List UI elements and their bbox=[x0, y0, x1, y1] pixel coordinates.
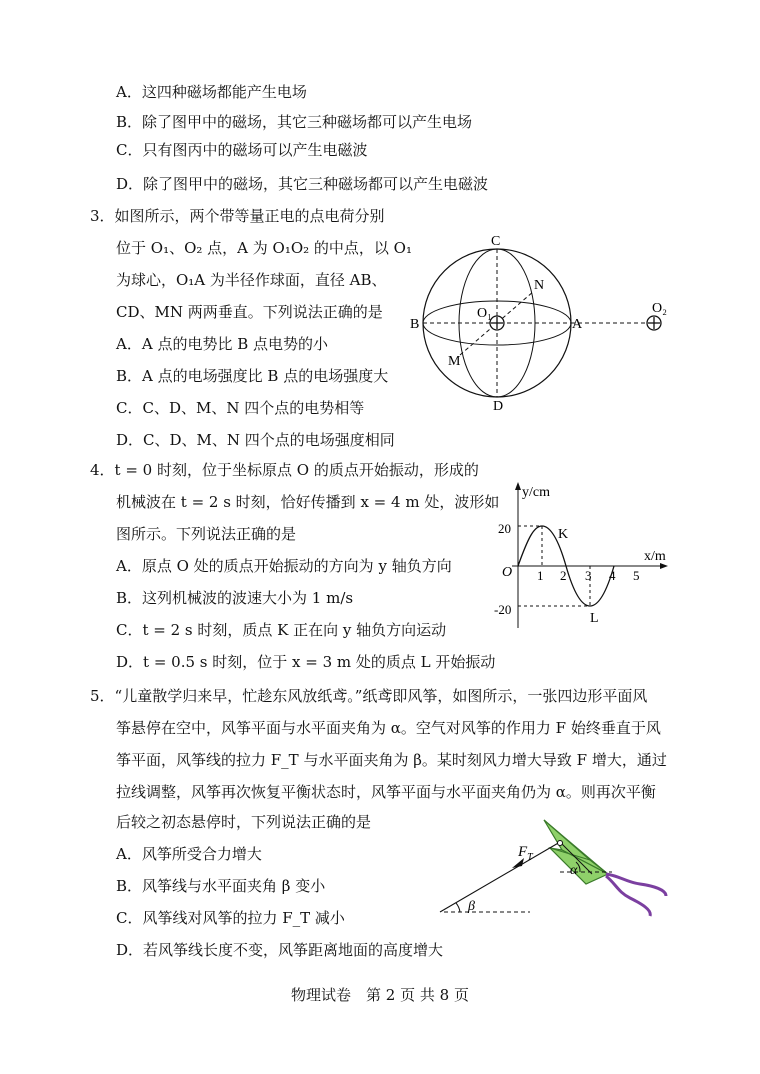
q4-number: 4． bbox=[90, 461, 115, 479]
q3-option-d: D．C、D、M、N 四个点的电场强度相同 bbox=[116, 431, 395, 449]
label-a: A bbox=[572, 317, 583, 332]
q4-stem-line-2: 机械波在 t = 2 s 时刻，恰好传播到 x = 4 m 处，波形如 bbox=[116, 493, 500, 511]
q4-stem-line-3: 图所示。下列说法正确的是 bbox=[116, 525, 297, 543]
q5-option-a: A．风筝所受合力增大 bbox=[116, 845, 262, 863]
q5-stem-line-5: 后较之初态悬停时，下列说法正确的是 bbox=[116, 813, 372, 831]
q2-option-a: A．这四种磁场都能产生电场 bbox=[116, 83, 307, 101]
q5-option-c: C．风筝线对风筝的拉力 F_T 减小 bbox=[116, 909, 345, 927]
q3-number: 3． bbox=[90, 207, 115, 225]
q5-stem-line-3: 筝平面，风筝线的拉力 F_T 与水平面夹角为 β。某时刻风力增大导致 F 增大，通过 bbox=[116, 751, 667, 769]
y-tick-20: 20 bbox=[498, 521, 511, 536]
q2-option-b: B．除了图甲中的磁场，其它三种磁场都可以产生电场 bbox=[116, 113, 473, 131]
kite-string bbox=[440, 842, 560, 912]
y-axis-arrow bbox=[515, 482, 521, 490]
q5-stem-line-2: 筝悬停在空中，风筝平面与水平面夹角为 α。空气对风筝的作用力 F 始终垂直于风 bbox=[116, 719, 661, 737]
label-o2: O₂ bbox=[652, 301, 667, 316]
x-tick-3: 3 bbox=[585, 568, 592, 583]
y-tick-neg20: -20 bbox=[494, 602, 512, 617]
y-axis-label: y/cm bbox=[522, 485, 550, 500]
q5-stem-line-4: 拉线调整，风筝再次恢复平衡状态时，风筝平面与水平面夹角仍为 α。则再次平衡 bbox=[116, 783, 656, 801]
q4-stem-line-1: 4．t = 0 时刻，位于坐标原点 O 的质点开始振动，形成的 bbox=[90, 461, 479, 479]
q3-option-b: B．A 点的电场强度比 B 点的电场强度大 bbox=[116, 367, 389, 385]
q3-stem-line-2: 位于 O₁、O₂ 点，A 为 O₁O₂ 的中点，以 O₁ bbox=[116, 239, 412, 257]
label-c: C bbox=[491, 234, 501, 249]
q3-stem-line-3: 为球心，O₁A 为半径作球面，直径 AB、 bbox=[116, 271, 387, 289]
q4-option-c: C．t = 2 s 时刻，质点 K 正在向 y 轴负方向运动 bbox=[116, 621, 447, 639]
kite-tail bbox=[606, 874, 666, 916]
q3-sphere-figure bbox=[410, 230, 690, 415]
origin-label: O bbox=[502, 565, 513, 580]
kite-attach-point bbox=[558, 841, 563, 846]
q3-option-a: A．A 点的电势比 B 点电势的小 bbox=[116, 335, 329, 353]
q5-option-d: D．若风筝线长度不变，风筝距离地面的高度增大 bbox=[116, 941, 444, 959]
x-tick-2: 2 bbox=[560, 568, 567, 583]
q2-option-d: D．除了图甲中的磁场，其它三种磁场都可以产生电磁波 bbox=[116, 175, 489, 193]
point-k-label: K bbox=[558, 527, 569, 542]
q4-option-a: A．原点 O 处的质点开始振动的方向为 y 轴负方向 bbox=[116, 557, 452, 575]
point-l-label: L bbox=[590, 611, 599, 626]
charge-o1-icon bbox=[490, 316, 504, 330]
q4-wave-graph bbox=[492, 476, 682, 636]
q4-option-b: B．这列机械波的波速大小为 1 m/s bbox=[116, 589, 354, 607]
label-m: M bbox=[448, 354, 461, 369]
q3-stem-line-1: 3．如图所示，两个带等量正电的点电荷分别 bbox=[90, 207, 385, 225]
charge-o2-icon bbox=[647, 316, 661, 330]
x-axis-label: x/m bbox=[644, 549, 666, 564]
q5-number: 5． bbox=[90, 687, 115, 705]
alpha-label: α bbox=[570, 863, 578, 878]
label-d: D bbox=[493, 399, 504, 414]
label-n: N bbox=[534, 278, 545, 293]
label-o1: O₁ bbox=[477, 306, 492, 321]
beta-label: β bbox=[468, 899, 475, 914]
q4-option-d: D．t = 0.5 s 时刻，位于 x = 3 m 处的质点 L 开始振动 bbox=[116, 653, 496, 671]
q5-kite-figure bbox=[430, 812, 680, 922]
q5-option-b: B．风筝线与水平面夹角 β 变小 bbox=[116, 877, 326, 895]
q5-stem-line-1: 5．“儿童散学归来早，忙趁东风放纸鸢。”纸鸢即风筝，如图所示，一张四边形平面风 bbox=[90, 687, 648, 705]
q2-option-c: C．只有图丙中的磁场可以产生电磁波 bbox=[116, 141, 368, 159]
x-tick-1: 1 bbox=[537, 568, 544, 583]
label-b: B bbox=[410, 317, 420, 332]
beta-arc bbox=[456, 903, 460, 912]
q3-option-c: C．C、D、M、N 四个点的电势相等 bbox=[116, 399, 365, 417]
page-footer: 物理试卷 第 2 页 共 8 页 bbox=[291, 986, 469, 1004]
tension-label: $F_T$ bbox=[518, 844, 533, 863]
x-tick-5: 5 bbox=[633, 568, 640, 583]
q3-stem-line-4: CD、MN 两两垂直。下列说法正确的是 bbox=[116, 303, 383, 321]
x-tick-4: 4 bbox=[609, 568, 616, 583]
